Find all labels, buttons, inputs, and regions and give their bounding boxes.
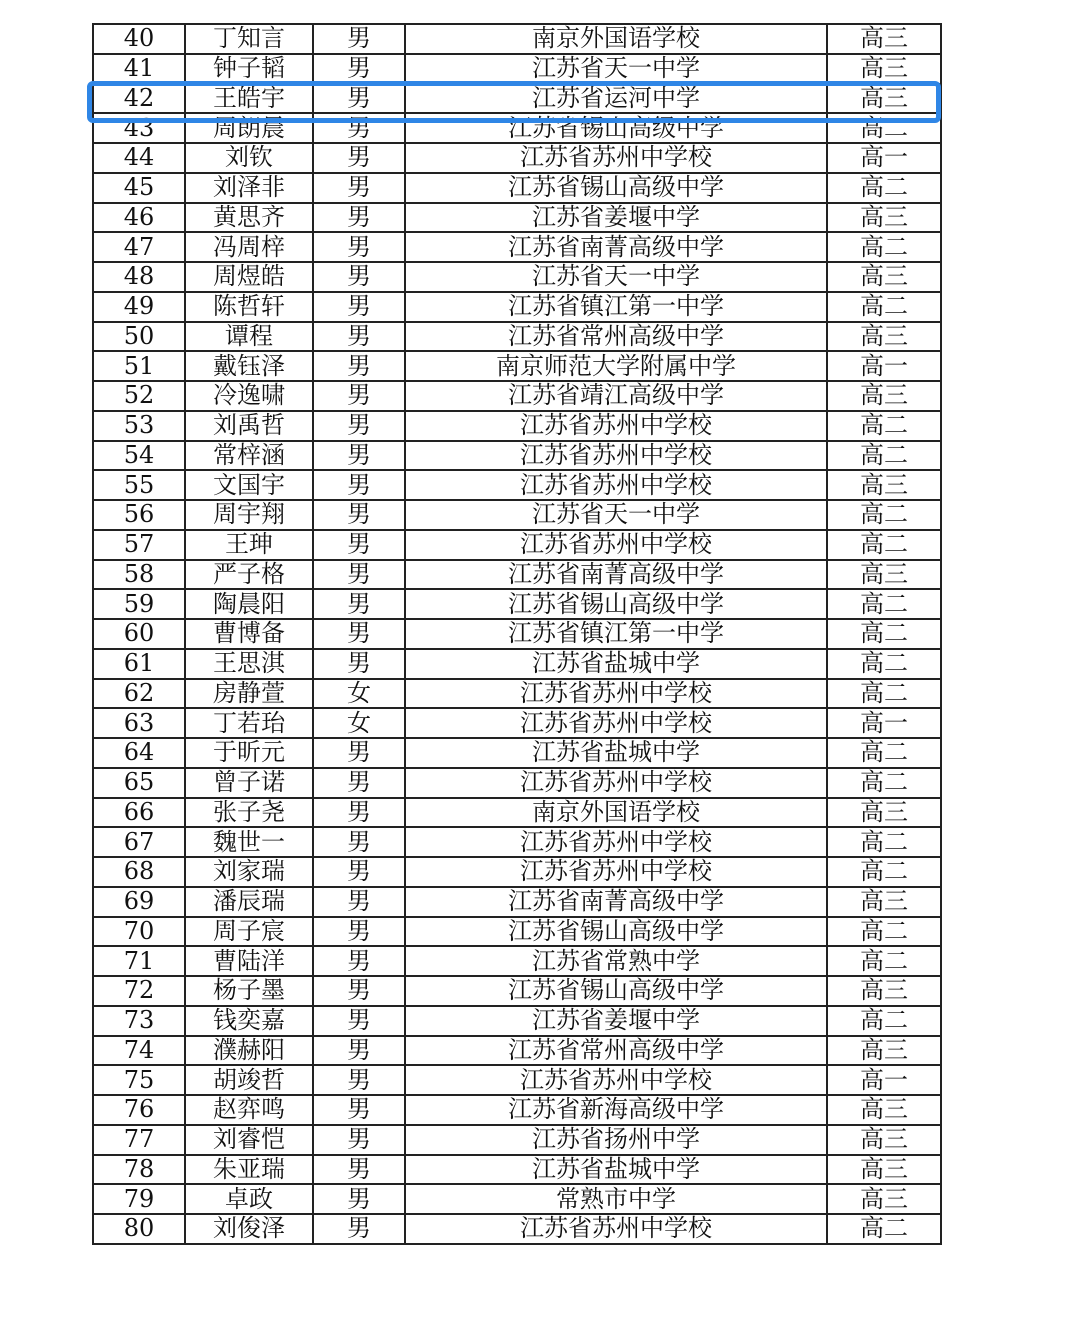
student-name-cell: 曹陆洋 [185, 946, 313, 976]
row-number-cell: 48 [93, 262, 185, 292]
row-number-cell: 45 [93, 173, 185, 203]
grade-cell: 高三 [827, 1155, 941, 1185]
grade-cell: 高三 [827, 1184, 941, 1214]
row-number-cell: 66 [93, 798, 185, 828]
gender-cell: 男 [313, 619, 405, 649]
student-name-cell: 于昕元 [185, 738, 313, 768]
gender-cell: 男 [313, 917, 405, 947]
grade-cell: 高二 [827, 173, 941, 203]
table-row [93, 946, 941, 976]
table-row [93, 381, 941, 411]
school-cell: 江苏省锡山高级中学 [405, 976, 827, 1006]
school-cell: 江苏省镇江第一中学 [405, 292, 827, 322]
student-name-cell: 丁若珆 [185, 708, 313, 738]
gender-cell: 男 [313, 1214, 405, 1244]
gender-cell: 男 [313, 470, 405, 500]
gender-cell: 男 [313, 649, 405, 679]
school-cell: 江苏省苏州中学校 [405, 768, 827, 798]
school-cell: 江苏省天一中学 [405, 54, 827, 84]
gender-cell: 女 [313, 679, 405, 709]
student-name-cell: 曹博备 [185, 619, 313, 649]
table-row [93, 887, 941, 917]
student-name-cell: 陶晨阳 [185, 589, 313, 619]
gender-cell: 女 [313, 708, 405, 738]
student-name-cell: 刘泽非 [185, 173, 313, 203]
grade-cell: 高二 [827, 1006, 941, 1036]
student-name-cell: 杨子墨 [185, 976, 313, 1006]
table-row [93, 262, 941, 292]
grade-cell: 高三 [827, 84, 941, 114]
table-row [93, 708, 941, 738]
grade-cell: 高二 [827, 827, 941, 857]
school-cell: 江苏省南菁高级中学 [405, 560, 827, 590]
gender-cell: 男 [313, 768, 405, 798]
table-row [93, 917, 941, 947]
school-cell: 江苏省锡山高级中学 [405, 173, 827, 203]
grade-cell: 高一 [827, 708, 941, 738]
student-name-cell: 谭程 [185, 322, 313, 352]
school-cell: 江苏省盐城中学 [405, 649, 827, 679]
school-cell: 江苏省南菁高级中学 [405, 887, 827, 917]
table-row [93, 560, 941, 590]
grade-cell: 高二 [827, 679, 941, 709]
school-cell: 江苏省苏州中学校 [405, 530, 827, 560]
gender-cell: 男 [313, 173, 405, 203]
table-row [93, 1095, 941, 1125]
row-number-cell: 42 [93, 84, 185, 114]
roster-table [92, 23, 942, 1245]
school-cell: 江苏省苏州中学校 [405, 708, 827, 738]
school-cell: 江苏省苏州中学校 [405, 143, 827, 173]
student-name-cell: 胡竣哲 [185, 1065, 313, 1095]
gender-cell: 男 [313, 262, 405, 292]
student-name-cell: 魏世一 [185, 827, 313, 857]
row-number-cell: 69 [93, 887, 185, 917]
grade-cell: 高二 [827, 292, 941, 322]
gender-cell: 男 [313, 203, 405, 233]
grade-cell: 高三 [827, 203, 941, 233]
gender-cell: 男 [313, 1155, 405, 1185]
grade-cell: 高二 [827, 113, 941, 143]
gender-cell: 男 [313, 1065, 405, 1095]
school-cell: 江苏省天一中学 [405, 500, 827, 530]
grade-cell: 高二 [827, 441, 941, 471]
table-row [93, 827, 941, 857]
table-row [93, 857, 941, 887]
grade-cell: 高一 [827, 1065, 941, 1095]
student-name-cell: 刘睿恺 [185, 1125, 313, 1155]
grade-cell: 高三 [827, 887, 941, 917]
row-number-cell: 55 [93, 470, 185, 500]
student-name-cell: 刘禹哲 [185, 411, 313, 441]
row-number-cell: 40 [93, 24, 185, 54]
row-number-cell: 65 [93, 768, 185, 798]
student-name-cell: 张子尧 [185, 798, 313, 828]
student-name-cell: 周煜皓 [185, 262, 313, 292]
grade-cell: 高二 [827, 649, 941, 679]
gender-cell: 男 [313, 1095, 405, 1125]
row-number-cell: 74 [93, 1036, 185, 1066]
school-cell: 江苏省苏州中学校 [405, 1065, 827, 1095]
row-number-cell: 70 [93, 917, 185, 947]
grade-cell: 高三 [827, 560, 941, 590]
grade-cell: 高二 [827, 738, 941, 768]
gender-cell: 男 [313, 381, 405, 411]
row-number-cell: 47 [93, 232, 185, 262]
student-name-cell: 卓政 [185, 1184, 313, 1214]
grade-cell: 高二 [827, 917, 941, 947]
student-name-cell: 房静萱 [185, 679, 313, 709]
gender-cell: 男 [313, 827, 405, 857]
school-cell: 江苏省苏州中学校 [405, 679, 827, 709]
grade-cell: 高三 [827, 798, 941, 828]
table-row [93, 768, 941, 798]
student-name-cell: 黄思齐 [185, 203, 313, 233]
school-cell: 江苏省姜堰中学 [405, 203, 827, 233]
grade-cell: 高二 [827, 768, 941, 798]
student-name-cell: 丁知言 [185, 24, 313, 54]
gender-cell: 男 [313, 1006, 405, 1036]
table-row [93, 1036, 941, 1066]
grade-cell: 高三 [827, 976, 941, 1006]
student-name-cell: 朱亚瑞 [185, 1155, 313, 1185]
grade-cell: 高二 [827, 232, 941, 262]
table-row [93, 173, 941, 203]
row-number-cell: 79 [93, 1184, 185, 1214]
school-cell: 江苏省盐城中学 [405, 1155, 827, 1185]
gender-cell: 男 [313, 530, 405, 560]
table-row [93, 24, 941, 54]
table-row [93, 619, 941, 649]
student-name-cell: 潘辰瑞 [185, 887, 313, 917]
school-cell: 江苏省常熟中学 [405, 946, 827, 976]
gender-cell: 男 [313, 798, 405, 828]
table-row [93, 738, 941, 768]
table-row [93, 322, 941, 352]
row-number-cell: 49 [93, 292, 185, 322]
student-name-cell: 周宇翔 [185, 500, 313, 530]
gender-cell: 男 [313, 351, 405, 381]
student-name-cell: 王皓宇 [185, 84, 313, 114]
gender-cell: 男 [313, 560, 405, 590]
school-cell: 南京外国语学校 [405, 798, 827, 828]
row-number-cell: 43 [93, 113, 185, 143]
row-number-cell: 51 [93, 351, 185, 381]
table-row [93, 679, 941, 709]
grade-cell: 高二 [827, 589, 941, 619]
grade-cell: 高一 [827, 143, 941, 173]
roster-table-container [92, 23, 940, 1245]
gender-cell: 男 [313, 143, 405, 173]
gender-cell: 男 [313, 232, 405, 262]
student-name-cell: 钟子韬 [185, 54, 313, 84]
row-number-cell: 76 [93, 1095, 185, 1125]
table-row [93, 143, 941, 173]
student-name-cell: 刘钦 [185, 143, 313, 173]
school-cell: 江苏省扬州中学 [405, 1125, 827, 1155]
table-row [93, 84, 941, 114]
gender-cell: 男 [313, 1036, 405, 1066]
gender-cell: 男 [313, 24, 405, 54]
school-cell: 江苏省南菁高级中学 [405, 232, 827, 262]
row-number-cell: 78 [93, 1155, 185, 1185]
student-name-cell: 严子格 [185, 560, 313, 590]
school-cell: 江苏省天一中学 [405, 262, 827, 292]
table-row [93, 292, 941, 322]
school-cell: 常熟市中学 [405, 1184, 827, 1214]
row-number-cell: 59 [93, 589, 185, 619]
student-name-cell: 王珅 [185, 530, 313, 560]
gender-cell: 男 [313, 500, 405, 530]
school-cell: 江苏省新海高级中学 [405, 1095, 827, 1125]
student-name-cell: 冷逸啸 [185, 381, 313, 411]
table-row [93, 798, 941, 828]
row-number-cell: 62 [93, 679, 185, 709]
grade-cell: 高二 [827, 530, 941, 560]
row-number-cell: 53 [93, 411, 185, 441]
gender-cell: 男 [313, 292, 405, 322]
student-name-cell: 濮赫阳 [185, 1036, 313, 1066]
student-name-cell: 赵弈鸣 [185, 1095, 313, 1125]
gender-cell: 男 [313, 976, 405, 1006]
gender-cell: 男 [313, 441, 405, 471]
student-name-cell: 陈哲轩 [185, 292, 313, 322]
table-row [93, 54, 941, 84]
row-number-cell: 46 [93, 203, 185, 233]
grade-cell: 高三 [827, 1125, 941, 1155]
grade-cell: 高三 [827, 24, 941, 54]
school-cell: 江苏省盐城中学 [405, 738, 827, 768]
row-number-cell: 72 [93, 976, 185, 1006]
grade-cell: 高二 [827, 411, 941, 441]
school-cell: 江苏省苏州中学校 [405, 441, 827, 471]
row-number-cell: 54 [93, 441, 185, 471]
school-cell: 江苏省运河中学 [405, 84, 827, 114]
row-number-cell: 61 [93, 649, 185, 679]
gender-cell: 男 [313, 1125, 405, 1155]
gender-cell: 男 [313, 411, 405, 441]
student-name-cell: 戴钰泽 [185, 351, 313, 381]
school-cell: 江苏省苏州中学校 [405, 1214, 827, 1244]
table-row [93, 1184, 941, 1214]
grade-cell: 高二 [827, 857, 941, 887]
student-name-cell: 钱奕嘉 [185, 1006, 313, 1036]
grade-cell: 高三 [827, 470, 941, 500]
table-row [93, 203, 941, 233]
student-name-cell: 周子宸 [185, 917, 313, 947]
school-cell: 江苏省锡山高级中学 [405, 917, 827, 947]
grade-cell: 高三 [827, 1036, 941, 1066]
table-row [93, 470, 941, 500]
school-cell: 江苏省苏州中学校 [405, 827, 827, 857]
table-row [93, 1125, 941, 1155]
row-number-cell: 67 [93, 827, 185, 857]
row-number-cell: 52 [93, 381, 185, 411]
table-row [93, 113, 941, 143]
school-cell: 江苏省靖江高级中学 [405, 381, 827, 411]
student-name-cell: 常梓涵 [185, 441, 313, 471]
gender-cell: 男 [313, 589, 405, 619]
gender-cell: 男 [313, 54, 405, 84]
student-name-cell: 刘家瑞 [185, 857, 313, 887]
row-number-cell: 73 [93, 1006, 185, 1036]
school-cell: 江苏省姜堰中学 [405, 1006, 827, 1036]
row-number-cell: 50 [93, 322, 185, 352]
row-number-cell: 57 [93, 530, 185, 560]
grade-cell: 高二 [827, 500, 941, 530]
grade-cell: 高二 [827, 619, 941, 649]
row-number-cell: 60 [93, 619, 185, 649]
grade-cell: 高三 [827, 1095, 941, 1125]
gender-cell: 男 [313, 738, 405, 768]
gender-cell: 男 [313, 113, 405, 143]
table-row [93, 649, 941, 679]
school-cell: 江苏省锡山高级中学 [405, 589, 827, 619]
school-cell: 南京外国语学校 [405, 24, 827, 54]
row-number-cell: 71 [93, 946, 185, 976]
gender-cell: 男 [313, 1184, 405, 1214]
table-row [93, 441, 941, 471]
student-name-cell: 曾子诺 [185, 768, 313, 798]
school-cell: 江苏省苏州中学校 [405, 857, 827, 887]
gender-cell: 男 [313, 857, 405, 887]
school-cell: 南京师范大学附属中学 [405, 351, 827, 381]
row-number-cell: 63 [93, 708, 185, 738]
grade-cell: 高三 [827, 54, 941, 84]
school-cell: 江苏省苏州中学校 [405, 411, 827, 441]
table-row [93, 530, 941, 560]
row-number-cell: 64 [93, 738, 185, 768]
gender-cell: 男 [313, 322, 405, 352]
row-number-cell: 56 [93, 500, 185, 530]
student-name-cell: 周朗晨 [185, 113, 313, 143]
row-number-cell: 75 [93, 1065, 185, 1095]
student-name-cell: 冯周梓 [185, 232, 313, 262]
roster-table-body [93, 24, 941, 1244]
row-number-cell: 80 [93, 1214, 185, 1244]
school-cell: 江苏省常州高级中学 [405, 1036, 827, 1066]
grade-cell: 高三 [827, 262, 941, 292]
grade-cell: 高三 [827, 381, 941, 411]
school-cell: 江苏省常州高级中学 [405, 322, 827, 352]
table-row [93, 976, 941, 1006]
grade-cell: 高二 [827, 946, 941, 976]
gender-cell: 男 [313, 946, 405, 976]
row-number-cell: 58 [93, 560, 185, 590]
row-number-cell: 68 [93, 857, 185, 887]
table-row [93, 589, 941, 619]
table-row [93, 232, 941, 262]
table-row [93, 1155, 941, 1185]
table-row [93, 351, 941, 381]
school-cell: 江苏省苏州中学校 [405, 470, 827, 500]
table-row [93, 500, 941, 530]
table-row [93, 1006, 941, 1036]
school-cell: 江苏省锡山高级中学 [405, 113, 827, 143]
table-row [93, 1065, 941, 1095]
student-name-cell: 刘俊泽 [185, 1214, 313, 1244]
row-number-cell: 77 [93, 1125, 185, 1155]
grade-cell: 高三 [827, 322, 941, 352]
table-row [93, 411, 941, 441]
grade-cell: 高二 [827, 1214, 941, 1244]
student-name-cell: 王思淇 [185, 649, 313, 679]
gender-cell: 男 [313, 84, 405, 114]
gender-cell: 男 [313, 887, 405, 917]
row-number-cell: 44 [93, 143, 185, 173]
grade-cell: 高一 [827, 351, 941, 381]
school-cell: 江苏省镇江第一中学 [405, 619, 827, 649]
row-number-cell: 41 [93, 54, 185, 84]
table-row [93, 1214, 941, 1244]
student-name-cell: 文国宇 [185, 470, 313, 500]
